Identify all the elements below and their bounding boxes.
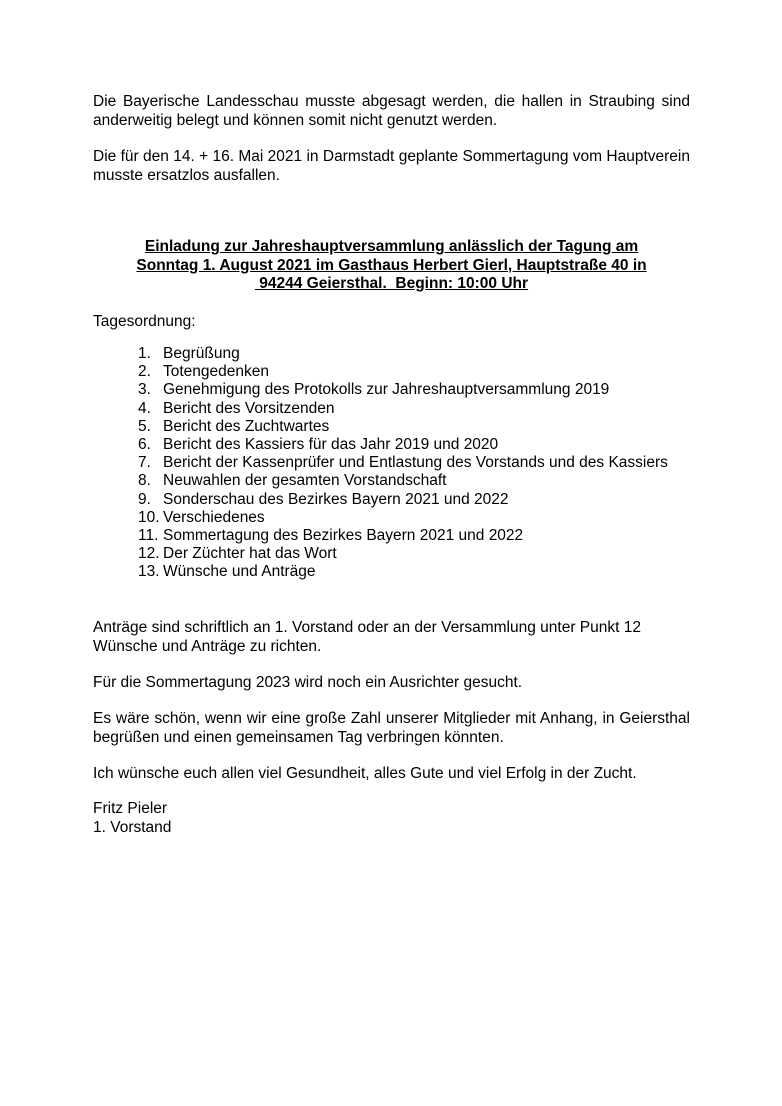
signature bbox=[93, 800, 690, 837]
agenda-item: 7. Bericht der Kassenprüfer und Entlastung des Vorstands und des Kassiers bbox=[138, 454, 668, 472]
agenda-item: 10. Verschiedenes bbox=[138, 508, 265, 526]
agenda-item: 4. Bericht des Vorsitzenden bbox=[138, 399, 335, 417]
invitation-heading-line-1: Einladung zur Jahreshauptversammlung anlässlich der Tagung am bbox=[144, 238, 639, 255]
agenda-item: 6. Bericht des Kassiers für das Jahr 2019 und 2020 bbox=[138, 435, 499, 453]
closing-paragraph-4: Ich wünsche euch allen viel Gesundheit, alles Gute und viel Erfolg in der Zucht. bbox=[93, 765, 637, 782]
intro-paragraph-1: Die Bayerische Landesschau musste abgesagt werden, die hallen in Straubing sind anderweitig belegt und können somit nicht genutzt werden. bbox=[93, 93, 690, 129]
agenda-item: 8. Neuwahlen der gesamten Vorstandschaft bbox=[138, 472, 447, 490]
agenda-item: 13. Wünsche und Anträge bbox=[138, 563, 316, 581]
agenda-item: 1. Begrüßung bbox=[138, 345, 240, 362]
invitation-heading-line-3: 94244 Geiersthal. Beginn: 10:00 Uhr bbox=[254, 275, 529, 292]
closing-paragraph-1: Anträge sind schriftlich an 1. Vorstand oder an der Versammlung unter Punkt 12 Wünsche und Anträge zu richten. bbox=[93, 619, 641, 655]
agenda-item: 12. Der Züchter hat das Wort bbox=[138, 545, 337, 563]
signature-name: Fritz Pieler bbox=[93, 800, 168, 817]
closing-paragraph-3: Es wäre schön, wenn wir eine große Zahl unserer Mitglieder mit Anhang, in Geiersthal begrüßen und einen gemeinsamen Tag verbringen könnten. bbox=[93, 710, 690, 746]
invitation-heading bbox=[93, 238, 690, 294]
agenda-item: 9. Sonderschau des Bezirkes Bayern 2021 und 2022 bbox=[138, 490, 509, 508]
agenda-item: 5. Bericht des Zuchtwartes bbox=[138, 417, 330, 435]
intro-paragraph-2: Die für den 14. + 16. Mai 2021 in Darmstadt geplante Sommertagung vom Hauptverein musste ersatzlos ausfallen. bbox=[93, 148, 690, 184]
invitation-heading-line-2: Sonntag 1. August 2021 im Gasthaus Herbert Gierl, Hauptstraße 40 in bbox=[136, 256, 647, 274]
agenda-item: 2. Totengedenken bbox=[138, 363, 270, 381]
agenda-list bbox=[138, 345, 698, 581]
agenda-item: 3. Genehmigung des Protokolls zur Jahreshauptversammlung 2019 bbox=[138, 381, 610, 399]
closing-paragraph-2: Für die Sommertagung 2023 wird noch ein Ausrichter gesucht. bbox=[93, 674, 523, 691]
agenda-item: 11. Sommertagung des Bezirkes Bayern 2021 und 2022 bbox=[138, 526, 524, 544]
signature-role: 1. Vorstand bbox=[93, 818, 172, 836]
agenda-label: Tagesordnung: bbox=[93, 313, 196, 330]
